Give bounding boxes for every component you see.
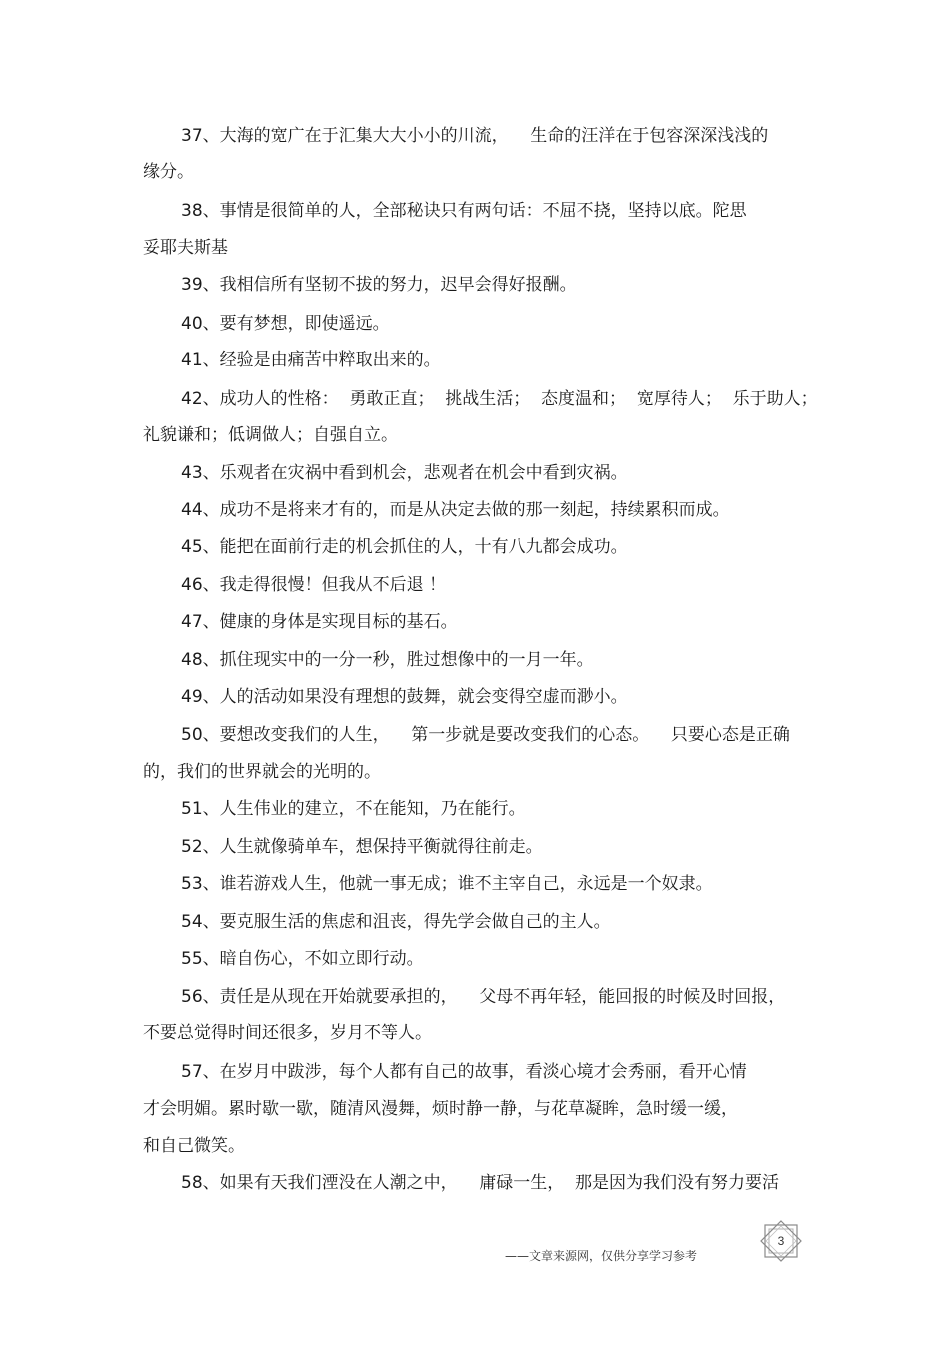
text-line: 缘分。 [143, 162, 194, 182]
text-line: 45、能把在面前行走的机会抓住的人，十有八九都会成功。 [181, 537, 628, 557]
text-line: 55、暗自伤心，不如立即行动。 [181, 949, 424, 969]
text-line: 47、健康的身体是实现目标的基石。 [181, 612, 458, 632]
text-line: 37、大海的宽广在于汇集大大小小的川流， 生命的汪洋在于包容深深浅浅的 [181, 126, 769, 146]
footer-source-note: ——文章来源网，仅供分享学习参考 [505, 1249, 698, 1263]
text-line: 51、人生伟业的建立，不在能知，乃在能行。 [181, 799, 526, 819]
text-line: 不要总觉得时间还很多，岁月不等人。 [143, 1023, 432, 1043]
text-line: 38、事情是很简单的人，全部秘诀只有两句话：不屈不挠，坚持以底。陀思 [181, 201, 747, 221]
text-line: 52、人生就像骑单车，想保持平衡就得往前走。 [181, 837, 543, 857]
text-line: 礼貌谦和；低调做人；自强自立。 [143, 425, 398, 445]
text-line: 才会明媚。累时歇一歇，随清风漫舞，烦时静一静，与花草凝眸，急时缓一缓， [143, 1099, 738, 1119]
page-number-badge [757, 1219, 805, 1263]
text-line: 39、我相信所有坚韧不拔的努力，迟早会得好报酬。 [181, 275, 577, 295]
text-line: 妥耶夫斯基 [143, 238, 228, 258]
text-line: 42、成功人的性格： 勇敢正直； 挑战生活； 态度温和； 宽厚待人； 乐于助人； [181, 389, 818, 409]
text-line: 44、成功不是将来才有的，而是从决定去做的那一刻起，持续累积而成。 [181, 500, 730, 520]
text-line: 40、要有梦想，即使遥远。 [181, 314, 390, 334]
text-line: 54、要克服生活的焦虑和沮丧，得先学会做自己的主人。 [181, 912, 611, 932]
text-line: 57、在岁月中跋涉，每个人都有自己的故事，看淡心境才会秀丽，看开心情 [181, 1062, 747, 1082]
text-line: 48、抓住现实中的一分一秒，胜过想像中的一月一年。 [181, 650, 594, 670]
text-line: 53、谁若游戏人生，他就一事无成；谁不主宰自己，永远是一个奴隶。 [181, 874, 713, 894]
text-line: 50、要想改变我们的人生， 第一步就是要改变我们的心态。 只要心态是正确 [181, 725, 790, 745]
page-number: 3 [777, 1234, 785, 1248]
text-line: 58、如果有天我们湮没在人潮之中， 庸碌一生， 那是因为我们没有努力要活 [181, 1173, 780, 1193]
text-line: 的，我们的世界就会的光明的。 [143, 762, 381, 782]
text-line: 43、乐观者在灾祸中看到机会，悲观者在机会中看到灾祸。 [181, 463, 628, 483]
text-line: 49、人的活动如果没有理想的鼓舞，就会变得空虚而渺小。 [181, 687, 628, 707]
text-line: 41、经验是由痛苦中粹取出来的。 [181, 350, 441, 370]
text-line: 和自己微笑。 [143, 1136, 245, 1156]
text-line: 46、我走得很慢！但我从不后退 ！ [181, 575, 447, 595]
text-line: 56、责任是从现在开始就要承担的， 父母不再年轻，能回报的时候及时回报， [181, 987, 786, 1007]
